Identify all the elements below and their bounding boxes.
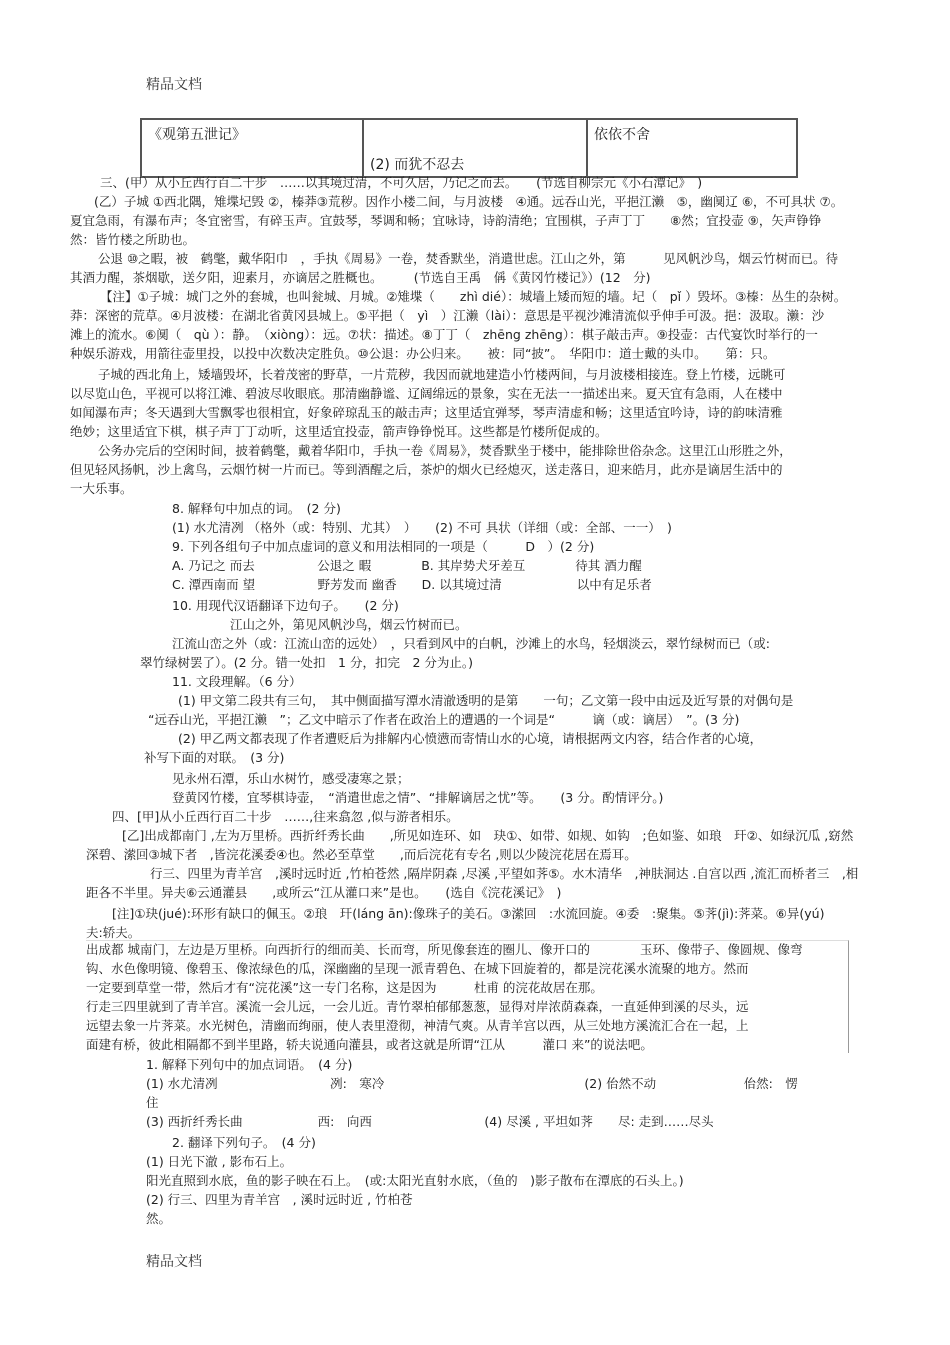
note-line: [注]①玦(jué):环形有缺口的佩玉。②琅 玕(láng ān):像珠子的美石。③潆回 :水流回旋。④委 :聚集。⑤荠(jì):荠菜。⑥异(yú)	[112, 906, 825, 921]
question-1: 1. 解释下列句中的加点词语。 (4 分)	[146, 1057, 353, 1072]
text-line: 一大乐事。	[70, 481, 133, 496]
section-4-title: 四、[甲]从小丘西行百二十步 ……,往来翕忽 ,似与游者相乐。	[112, 809, 459, 824]
text-line: 三、(甲）从小丘西行百二十步 ……以其境过清，不可久居，乃记之而去。 (节选自柳宗元《小石潭记》 )	[100, 175, 703, 190]
translation-line: 钩、水色像明镜、像碧玉、像浓绿色的瓜，深幽幽的呈现一派青碧色、在城下回旋着的，都是浣花溪水流聚的地方。然而	[86, 961, 749, 976]
question-2: 2. 翻译下列句子。 (4 分)	[172, 1135, 316, 1150]
text-line: 绝妙；这里适宜下棋，棋子声丁丁动听，这里适宜投壶，箭声铮铮悦耳。这些都是竹楼所促成的。	[70, 424, 608, 439]
text-line: 公务办完后的空闲时间，披着鹤氅，戴着华阳巾，手执一卷《周易》，焚香默坐于楼中，能排除世俗杂念。这里江山形胜之外，	[98, 443, 792, 458]
text-line: 滩上的流水。⑥阒（ qù ）：静。 （xiòng）：远。⑦状：描述。⑧丁丁（ zhēng zhēng）：棋子敲击声。⑨投壶：古代宴饮时举行的一	[70, 327, 818, 342]
text-line: (1) 日光下澈 , 影布石上。	[146, 1154, 293, 1169]
answer-line: (1) 水尤清冽 冽: 寒冷 (2) 佁然不动 佁然: 愣	[146, 1076, 798, 1091]
page-header: 精品文档	[146, 77, 202, 93]
answer-line: (2) 甲乙两文都表现了作者遭贬后为排解内心愤懑而寄情山水的心境，请根据两文内容，结合作者的心境，	[178, 731, 763, 746]
page-footer: 精品文档	[146, 1254, 202, 1270]
option-line: A. 乃记之 而去 公退之 暇 B. 其岸势犬牙差互 待其 酒力醒	[172, 558, 642, 573]
answer-table	[140, 118, 798, 178]
couplet-line: 登黄冈竹楼，宜琴棋诗壶， “消遣世虑之情”、“排解谪居之忧”等。 (3 分。酌情评分。)	[172, 790, 664, 805]
answer-line: (3) 西折纤秀长曲 西: 向西 (4) 尽溪 , 平坦如荠 尽: 走到……尽头	[146, 1114, 714, 1129]
translation-box	[86, 940, 849, 1053]
text-line: 莽：深密的荒草。④月波楼：在湖北省黄冈县城上。⑤平挹（ yì ）江濑（lài）：意思是平视沙滩清流似乎伸手可汲。挹：汲取。濑：沙	[70, 308, 825, 323]
text-line: 然。	[146, 1211, 172, 1226]
answer-line: 翠竹绿树罢了）。(2 分。错一处扣 1 分，扣完 2 分为止。)	[140, 655, 474, 670]
text-line: 行三、四里为青羊宫 ,溪时远时近 ,竹柏苍然 ,隔岸阴森 ,尽溪 ,平望如荠⑤。水木清华 ,神肤洞达 .自宫以西 ,流汇而桥者三 ,相	[150, 866, 859, 881]
table-cell-sentence: (2) 而犹不忍去	[363, 119, 587, 177]
text-line: 公退 ⑩之暇，被 鹤氅，戴华阳巾 ，手执《周易》一卷，焚香默坐，消遣世虑。江山之外，第 见风帆沙鸟，烟云竹树而已。待	[98, 251, 839, 266]
translation-line: 远望去象一片荠菜。水光树色，清幽而绚丽，使人表里澄彻，神清气爽。从青羊宫以西，从三处地方溪流汇合在一起，上	[86, 1018, 749, 1033]
answer-line: 江流山峦之外（或：江流山峦的远处） ，只看到风中的白帆，沙滩上的水鸟，轻烟淡云，翠竹绿树而已（或:	[172, 636, 770, 651]
text-line: 距各不半里。异夫⑥云通灌县 ,或所云“江从灌口来”是也。 (选自《浣花溪记》 )	[86, 885, 562, 900]
answer-line: 阳光直照到水底，鱼的影子映在石上。 (或:太阳光直射水底，（鱼的 )影子散布在潭底的石头上。)	[146, 1173, 684, 1188]
answer-line: 补写下面的对联。 (3 分)	[144, 750, 285, 765]
text-line: 夏宜急雨，有瀑布声；冬宜密雪，有碎玉声。宜鼓琴，琴调和畅；宜咏诗，诗韵清绝；宜围棋，子声丁丁 ⑧然；宜投壶 ⑨，矢声铮铮	[70, 213, 822, 228]
couplet-line: 见永州石潭，乐山水树竹，感受凄寒之景；	[172, 771, 410, 786]
answer-line: (1) 水尤清冽 （格外（或：特别、尤其） ） (2) 不可 具状（详细（或：全部、一一） )	[172, 520, 672, 535]
translation-line: 一定要到草堂一带，然后才有“浣花溪”这一专门名称，这是因为 杜甫 的浣花故居在那。	[86, 980, 603, 995]
answer-line: (1) 甲文第二段共有三句， 其中侧面描写潭水清澈透明的是第 一句；乙文第一段中由远及近写景的对偶句是	[178, 693, 794, 708]
text-line: 种娱乐游戏，用箭往壶里投，以投中次数决定胜负。⑩公退：办公归来。 被：同“披”。 华阳巾：道士戴的头巾。 第：只。	[70, 346, 776, 361]
note-line: 夫:轿夫。	[86, 925, 141, 940]
question-10: 10. 用现代汉语翻译下边句子。 (2 分)	[172, 598, 399, 613]
text-line: 子城的西北角上，矮墙毁坏，长着茂密的野草，一片荒秽，我因而就地建造小竹楼两间，与月波楼相接连。登上竹楼，远眺可	[98, 367, 786, 382]
text-line: 【注】①子城：城门之外的套城，也叫瓮城、月城。②雉堞（ zhì dié）：城墙上矮而短的墙。圮（ pǐ ）毁坏。③榛：丛生的杂树。	[100, 289, 847, 304]
question-11: 11. 文段理解。（6 分）	[172, 674, 302, 689]
text-line: 深碧、潆回③城下者 ,皆浣花溪委④也。然必至草堂 ,而后浣花有专名 ,则以少陵浣花居在焉耳。	[86, 847, 637, 862]
text-line: (2) 行三、四里为青羊宫 , 溪时远时近 , 竹柏苍	[146, 1192, 413, 1207]
answer-line: 住	[146, 1095, 159, 1110]
text-line: 其酒力醒，茶烟歇，送夕阳，迎素月，亦谪居之胜概也。 (节选自王禹 偁《黄冈竹楼记》）(12 分)	[70, 270, 651, 285]
text-line: 如闻瀑布声；冬天遇到大雪飘零也很相宜，好象碎琼乱玉的敲击声；这里适宜弹琴，琴声清虚和畅；这里适宜吟诗，诗的韵味清雅	[70, 405, 783, 420]
translation-line: 出成都 城南门，左边是万里桥。向西折行的细而美、长而弯，所见像套连的圈儿、像开口的 玉环、像带子、像圆规、像弯	[86, 942, 803, 957]
text-line: 但见轻风扬帆，沙上禽鸟，云烟竹树一片而已。等到酒醒之后，茶炉的烟火已经熄灭，送走落日，迎来皓月，此亦是谪居生活中的	[70, 462, 783, 477]
question-9: 9. 下列各组句子中加点虚词的意义和用法相同的一项是（ D ）(2 分)	[172, 539, 595, 554]
question-8: 8. 解释句中加点的词。 (2 分)	[172, 501, 341, 516]
answer-line: “远吞山光，平挹江濑 ”；乙文中暗示了作者在政治上的遭遇的一个词是“ 谪（或：谪居） ”。(3 分)	[148, 712, 740, 727]
translation-line: 行走三四里就到了青羊宫。溪流一会儿远，一会儿近。青竹翠柏郁郁葱葱，显得对岸浓荫森森，一直延伸到溪的尽头，远	[86, 999, 749, 1014]
text-line: (乙）子城 ①西北隅，雉堞圮毁 ②，榛莽③荒秽。因作小楼二间，与月波楼 ④通。远吞山光，平挹江濑 ⑤，幽阒辽 ⑥，不可具状 ⑦。	[94, 194, 844, 209]
text-line: [乙]出成都南门 ,左为万里桥。西折纤秀长曲 ,所见如连环、如 玦①、如带、如规、如钩 ;色如鉴、如琅 玕②、如绿沉瓜 ,窈然	[122, 828, 854, 843]
table-cell-answer: 依依不舍	[587, 119, 797, 177]
text-line: 江山之外，第见风帆沙鸟，烟云竹树而已。	[230, 617, 468, 632]
option-line: C. 潭西南而 望 野芳发而 幽香 D. 以其境过清 以中有足乐者	[172, 577, 652, 592]
table-cell-title: 《观第五泄记》	[141, 119, 363, 177]
translation-line: 面建有桥，彼此相隔都不到半里路，轿夫说通向灌县，或者这就是所谓“江从 灌口 来”的说法吧。	[86, 1037, 653, 1052]
text-line: 然：皆竹楼之所助也。	[70, 232, 196, 247]
text-line: 以尽览山色，平视可以将江滩、碧波尽收眼底。那清幽静谧、辽阔绵远的景象，实在无法一一描述出来。夏天宜有急雨，人在楼中	[70, 386, 783, 401]
